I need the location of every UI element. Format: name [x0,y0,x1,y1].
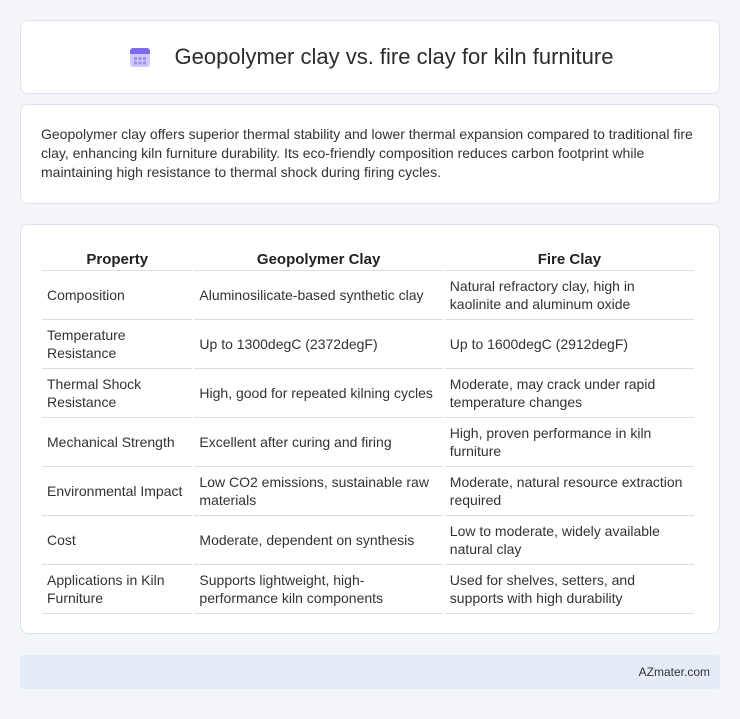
page-title: Geopolymer clay vs. fire clay for kiln furniture [174,44,614,69]
table-row [42,418,694,467]
table-cell: Cost [42,516,192,565]
table-cell: Mechanical Strength [42,418,192,467]
table-cell: Thermal Shock Resistance [42,369,192,418]
table-cell: Composition [42,271,192,320]
table-cell: Natural refractory clay, high in kaolinite and aluminum oxide [445,271,694,320]
column-header: Fire Clay [445,245,694,271]
table-cell: Environmental Impact [42,467,192,516]
calendar-icon [127,44,153,70]
title-card [20,20,720,94]
table-cell: Aluminosilicate-based synthetic clay [194,271,442,320]
table-cell: High, good for repeated kilning cycles [194,369,442,418]
table-row [42,369,694,418]
table-row [42,467,694,516]
footer-brand: AZmater.com [638,665,710,679]
table-row [42,516,694,565]
comparison-table [40,245,696,614]
table-cell: Moderate, dependent on synthesis [194,516,442,565]
table-cell: High, proven performance in kiln furniture [445,418,694,467]
table-cell: Moderate, may crack under rapid temperature changes [445,369,694,418]
table-cell: Low to moderate, widely available natural clay [445,516,694,565]
intro-card [20,104,720,204]
table-cell: Moderate, natural resource extraction required [445,467,694,516]
table-row [42,565,694,614]
comparison-table-card [20,224,720,634]
column-header: Property [42,245,192,271]
table-row [42,271,694,320]
table-cell: Applications in Kiln Furniture [42,565,192,614]
table-cell: Up to 1600degC (2912degF) [445,320,694,369]
table-row [42,320,694,369]
table-cell: Used for shelves, setters, and supports with high durability [445,565,694,614]
footer [20,655,720,689]
intro-text: Geopolymer clay offers superior thermal stability and lower thermal expansion compared to traditional fire clay, enhancing kiln furniture durability. Its eco-friendly composition reduces carbon footprint while maintaining high resistance to thermal shock during firing cycles. [41,126,693,180]
table-cell: Temperature Resistance [42,320,192,369]
column-header: Geopolymer Clay [194,245,442,271]
table-cell: Up to 1300degC (2372degF) [194,320,442,369]
table-cell: Low CO2 emissions, sustainable raw materials [194,467,442,516]
table-cell: Supports lightweight, high-performance kiln components [194,565,442,614]
table-cell: Excellent after curing and firing [194,418,442,467]
table-header-row [42,245,694,271]
